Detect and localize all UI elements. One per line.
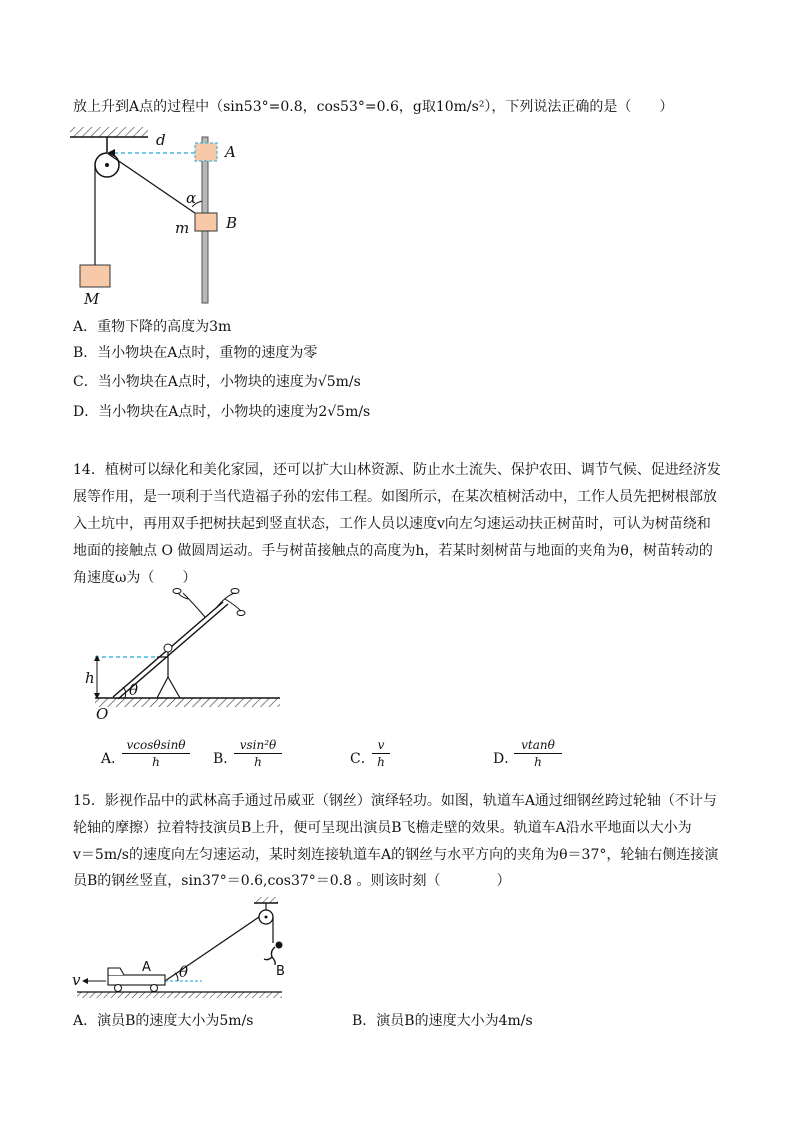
label-O: O [96,705,109,723]
track-car-A [108,968,165,992]
q15-stem-line-4: 员B的钢丝竖直，sin37°＝0.6,cos37°＝0.8 。则该时刻（ ） [73,873,511,889]
q14-tree-figure [85,585,285,723]
label-A: A [142,960,151,975]
label-A: A [225,143,236,161]
worker-figure [157,644,180,698]
q13-option-d: D．当小物块在A点时，小物块的速度为2√5m/s [73,404,371,420]
heavy-mass-M [80,265,110,287]
q14-option-b-fraction: $\frac{\text{vsin²θ}}{h}$ [234,738,282,769]
q14-option-c-letter: C． [350,751,375,767]
label-B: B [226,214,238,232]
performer-B [264,942,283,966]
q15-stem-line-1: 15．影视作品中的武林高手通过吊威亚（钢丝）演绎轻功。如图，轨道车A通过细钢丝跨过轮轴（不计与 [73,793,717,809]
q14-stem-line-2: 展等作用，是一项利于当代造福子孙的宏伟工程。如图所示，在某次植树活动中，工作人员先把树根部放 [73,489,717,505]
q14-option-d-letter: D． [493,751,519,767]
ground [95,698,280,707]
q14-stem-line-3: 入土坑中，再用双手把树扶起到竖直状态，工作人员以速度v向左匀速运动扶正树苗时，可认为树苗绕和 [73,516,711,532]
q15-option-b: B．演员B的速度大小为4m/s [352,1013,533,1029]
q14-option-d-fraction: $\frac{vtan\theta}{h}$ [514,738,562,769]
block-position-A [195,143,217,161]
label-d: d [156,131,166,149]
q14-option-b-letter: B． [213,751,238,767]
q13-pulley-figure [70,123,270,308]
label-v: v [72,971,81,989]
label-m: m [175,219,190,237]
label-theta: θ [129,681,139,699]
q13-stem: 放上升到A点的过程中（sin53°=0.8，cos53°=0.6，g取10m/s²），下列说法正确的是（ ） [73,99,674,115]
block-m [195,213,217,231]
q14-option-a-letter: A． [101,751,126,767]
label-alpha: α [186,189,197,207]
q14-option-c-fraction: $\frac{v}{h}$ [372,738,390,769]
q15-wire-figure [72,895,312,1000]
q13-option-b: B．当小物块在A点时，重物的速度为零 [73,345,318,361]
q14-stem-line-4: 地面的接触点 O 做圆周运动。手与树苗接触点的高度为h，若某时刻树苗与地面的夹角为θ，树苗转动的 [73,543,713,559]
label-M: M [84,290,100,308]
ceiling [70,127,148,137]
q15-stem-line-2: 轮轴的摩擦）拉着特技演员B上升，便可呈现出演员B飞檐走壁的效果。轨道车A沿水平地面以大小为 [73,820,692,836]
q13-option-a: A．重物下降的高度为3m [73,319,232,335]
label-h: h [85,669,95,687]
q13-option-c: C．当小物块在A点时，小物块的速度为√5m/s [73,374,361,390]
label-B: B [276,964,285,979]
q14-option-a-fraction: $\frac{vcos\theta\sin\theta}{h}$ [122,738,190,769]
label-theta: θ [179,963,189,981]
q14-stem-line-1: 14．植树可以绿化和美化家园，还可以扩大山林资源、防止水土流失、保护农田、调节气候、促进经济发 [73,462,721,478]
q15-option-a: A．演员B的速度大小为5m/s [73,1013,254,1029]
q15-stem-line-3: v＝5m/s的速度向左匀速运动，某时刻连接轨道车A的钢丝与水平方向的夹角为θ＝37°，轮轴右侧连接演 [73,847,719,863]
q14-stem-line-5: 角速度ω为（ ） [73,570,197,586]
